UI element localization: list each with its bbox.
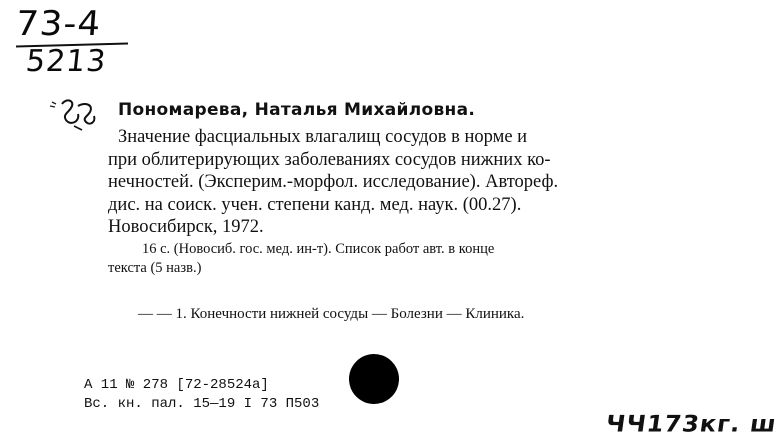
collation-line: текста (5 назв.) bbox=[108, 260, 202, 276]
collation-note bbox=[108, 240, 706, 278]
title-description bbox=[108, 126, 706, 239]
title-line: Новосибирск, 1972. bbox=[108, 217, 264, 237]
handwritten-call-number-bottom: 5213 bbox=[24, 44, 109, 79]
title-line: при облитерирующих заболеваниях сосудов нижних ко- bbox=[108, 149, 551, 170]
collation-line: 16 с. (Новосиб. гос. мед. ин-т). Список работ авт. в конце bbox=[142, 241, 495, 257]
handwritten-inventory-number: ЧЧ173кг. ш bbox=[604, 410, 779, 438]
author-heading: Пономарева, Наталья Михайловна. bbox=[118, 100, 476, 120]
handwritten-mark-icon bbox=[48, 96, 100, 132]
footer-line-1: А 11 № 278 [72-28524а] bbox=[84, 377, 269, 393]
handwritten-call-number-top: 73-4 bbox=[14, 4, 103, 44]
title-line: нечностей. (Эксперим.-морфол. исследование). Автореф. bbox=[108, 172, 559, 192]
card-footer bbox=[84, 376, 319, 414]
subject-tracing: — — 1. Конечности нижней сосуды — Болезни — Клиника. bbox=[138, 306, 525, 322]
title-line: Значение фасциальных влагалищ сосудов в норме и bbox=[118, 127, 528, 147]
footer-line-2: Вс. кн. пал. 15—19 I 73 П503 bbox=[84, 396, 320, 412]
punch-hole bbox=[349, 354, 399, 404]
title-line: дис. на соиск. учен. степени канд. мед. наук. (00.27). bbox=[108, 194, 522, 215]
